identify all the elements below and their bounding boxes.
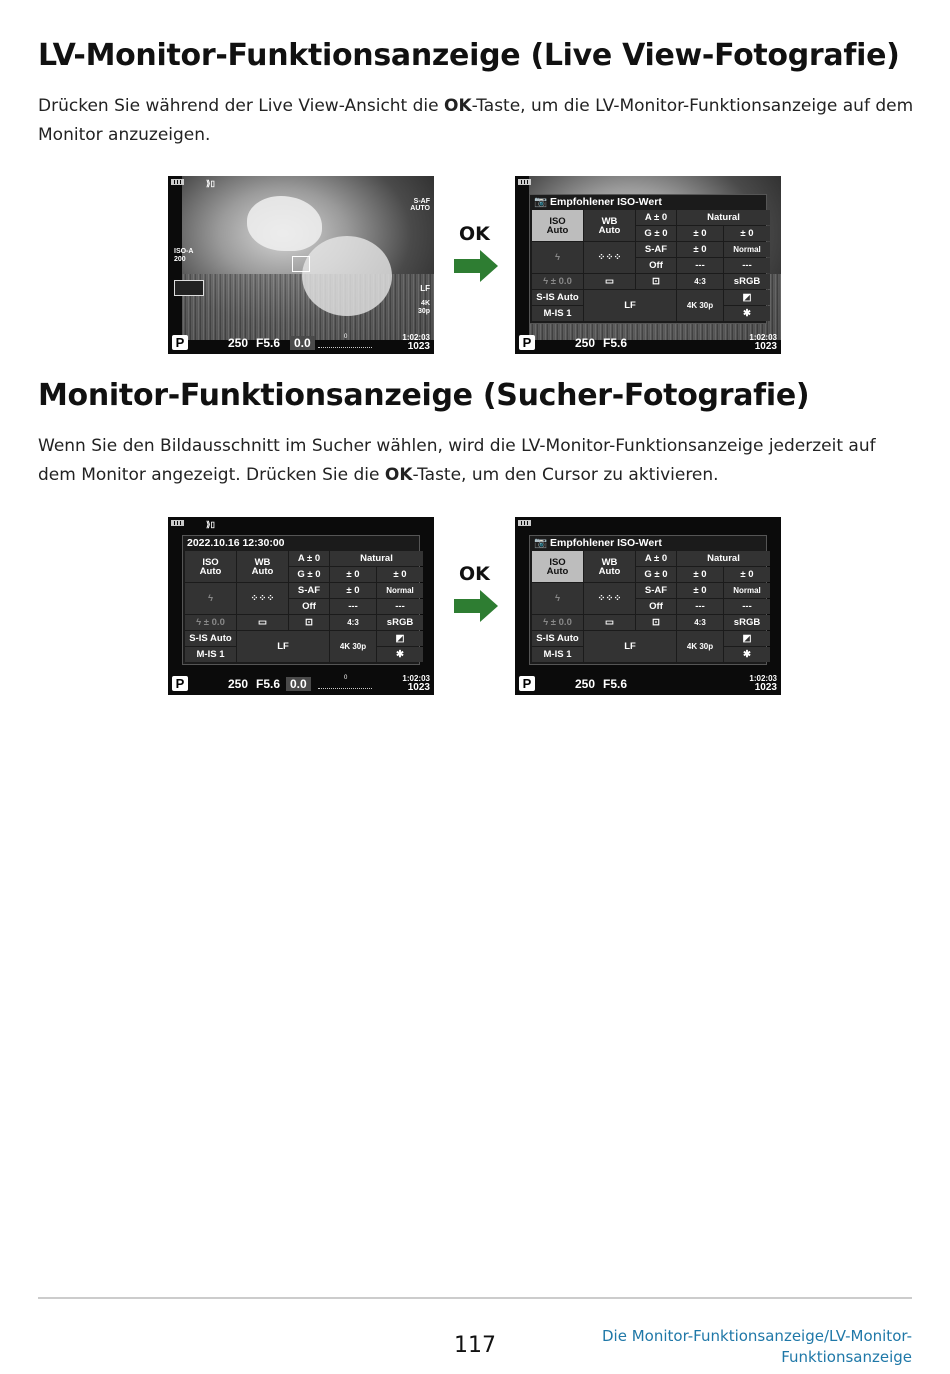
aspect-setting[interactable]: 4:3 (677, 274, 723, 289)
panel-grid (532, 551, 766, 662)
mis-setting[interactable]: M-IS 1 (185, 647, 236, 662)
counter: 1:02:03 1023 (402, 333, 430, 352)
mode-p-icon: P (172, 676, 188, 691)
panel-date: 2022.10.16 12:30:00 (187, 537, 285, 549)
battery-icon (171, 179, 184, 185)
quality-setting[interactable]: LF (584, 631, 676, 662)
video-label: 4K 30p (417, 300, 430, 315)
gradation-setting[interactable]: Normal (724, 583, 770, 598)
gear-icon[interactable]: ✱ (377, 647, 423, 662)
aperture-value: F5.6 (603, 677, 628, 691)
iso-setting[interactable]: ISO Auto (532, 551, 583, 582)
flash-mode-setting[interactable]: ϟ (185, 583, 236, 614)
drive-mode-icon (174, 280, 204, 296)
wb-setting[interactable]: WB Auto (237, 551, 288, 582)
video-setting[interactable]: 4K 30p (330, 631, 376, 662)
wb-g-setting[interactable]: G ± 0 (636, 226, 676, 241)
section2-title: Monitor-Funktionsanzeige (Sucher-Fotografie) (38, 378, 810, 413)
counter: 1:02:03 1023 (402, 674, 430, 693)
color-space-setting[interactable]: sRGB (377, 615, 423, 630)
picture-mode-setting[interactable]: Natural (677, 210, 770, 225)
page-number: 117 (454, 1333, 496, 1358)
ev-value: 0.0 (286, 677, 311, 691)
battery-icon (518, 520, 531, 526)
picture-mode-setting[interactable]: Natural (330, 551, 423, 566)
dash-2: --- (377, 599, 423, 614)
flash-comp-setting[interactable]: ϟ ± 0.0 (532, 615, 583, 630)
sharpness-setting[interactable]: ± 0 (677, 567, 723, 582)
section1-text-pre: Drücken Sie während der Live View-Ansicht die (38, 96, 445, 116)
metering-setting[interactable]: ⊡ (636, 615, 676, 630)
shutter-value: 250 (575, 677, 596, 691)
sharpness-setting[interactable]: ± 0 (677, 226, 723, 241)
gradation-setting[interactable]: Normal (377, 583, 423, 598)
wb-g-setting[interactable]: G ± 0 (636, 567, 676, 582)
flash-comp-setting[interactable]: ϟ ± 0.0 (532, 274, 583, 289)
saturation-setting[interactable]: ± 0 (677, 242, 723, 257)
aperture-value: F5.6 (603, 336, 628, 350)
exposure-scale: 0 (318, 342, 372, 348)
metering-setting[interactable]: ⊡ (636, 274, 676, 289)
wb-setting[interactable]: WB Auto (584, 551, 635, 582)
af-mode-setting[interactable]: S-AF (289, 583, 329, 598)
super-control-panel (182, 535, 420, 665)
face-priority-setting[interactable]: Off (636, 258, 676, 273)
af-target-setting[interactable]: ⁘⁘⁘ (584, 583, 635, 614)
contrast-setting[interactable]: ± 0 (724, 226, 770, 241)
wb-a-setting[interactable]: A ± 0 (636, 210, 676, 225)
screen-viewfinder-cursor (515, 517, 781, 695)
sis-setting[interactable]: S-IS Auto (532, 290, 583, 305)
af-mode-setting[interactable]: S-AF (636, 242, 676, 257)
quality-setting[interactable]: LF (237, 631, 329, 662)
gear-icon[interactable]: ✱ (724, 306, 770, 321)
screen-viewfinder-panel (168, 517, 434, 695)
battery-icon (171, 520, 184, 526)
arrow-right-icon (454, 590, 498, 622)
arrow-right-icon (454, 250, 498, 282)
quality-setting[interactable]: LF (584, 290, 676, 321)
gear-icon[interactable]: ✱ (724, 647, 770, 662)
mode-p-icon: P (172, 335, 188, 350)
mode-p-icon: P (519, 676, 535, 691)
section1-text-post: -Taste, um die LV-Monitor-Funktionsanzeige auf dem Monitor anzuzeigen. (38, 96, 914, 145)
flash-ctrl-setting[interactable]: ◩ (724, 631, 770, 646)
drive-setting[interactable]: ▭ (584, 615, 635, 630)
dash-2: --- (724, 599, 770, 614)
ok-label-1: OK (459, 223, 490, 245)
super-control-panel (529, 535, 767, 665)
aspect-setting[interactable]: 4:3 (677, 615, 723, 630)
face-priority-setting[interactable]: Off (636, 599, 676, 614)
flash-mode-setting[interactable]: ϟ (532, 242, 583, 273)
mis-setting[interactable]: M-IS 1 (532, 306, 583, 321)
panel-grid (532, 210, 766, 321)
shutter-value: 250 (228, 336, 249, 350)
mis-setting[interactable]: M-IS 1 (532, 647, 583, 662)
face-priority-setting[interactable]: Off (289, 599, 329, 614)
contrast-setting[interactable]: ± 0 (377, 567, 423, 582)
counter: 1:02:03 1023 (749, 333, 777, 352)
af-target-setting[interactable]: ⁘⁘⁘ (237, 583, 288, 614)
sharpness-setting[interactable]: ± 0 (330, 567, 376, 582)
mode-p-icon: P (519, 335, 535, 350)
flash-mode-setting[interactable]: ϟ (532, 583, 583, 614)
section2-paragraph (38, 432, 918, 490)
wb-g-setting[interactable]: G ± 0 (289, 567, 329, 582)
drive-setting[interactable]: ▭ (584, 274, 635, 289)
sis-setting[interactable]: S-IS Auto (185, 631, 236, 646)
shutter-value: 250 (575, 336, 596, 350)
wb-a-setting[interactable]: A ± 0 (636, 551, 676, 566)
video-setting[interactable]: 4K 30p (677, 631, 723, 662)
shutter-value: 250 (228, 677, 249, 691)
saturation-setting[interactable]: ± 0 (330, 583, 376, 598)
screen-lv-panel (515, 176, 781, 354)
ev-value: 0.0 (290, 336, 315, 350)
color-space-setting[interactable]: sRGB (724, 615, 770, 630)
ok-label-2: OK (459, 563, 490, 585)
section1-paragraph (38, 92, 918, 150)
footer-line-1: Die Monitor-Funktionsanzeige/LV-Monitor- (602, 1327, 912, 1345)
flash-ctrl-setting[interactable]: ◩ (377, 631, 423, 646)
sis-setting[interactable]: S-IS Auto (532, 631, 583, 646)
metering-setting[interactable]: ⊡ (289, 615, 329, 630)
screen-live-view (168, 176, 434, 354)
section2-ok-bold: OK (384, 465, 413, 485)
wifi-icon: ⟫▯ (206, 179, 215, 188)
battery-icon (518, 179, 531, 185)
super-control-panel (529, 194, 767, 324)
gradation-setting[interactable]: Normal (724, 242, 770, 257)
panel-grid (185, 551, 419, 662)
footer-divider (38, 1297, 912, 1299)
footer-line-2: Funktionsanzeige (781, 1348, 912, 1366)
af-target-setting[interactable]: ⁘⁘⁘ (584, 242, 635, 273)
aperture-value: F5.6 (256, 677, 281, 691)
saturation-setting[interactable]: ± 0 (677, 583, 723, 598)
aspect-setting[interactable]: 4:3 (330, 615, 376, 630)
color-space-setting[interactable]: sRGB (724, 274, 770, 289)
flash-comp-setting[interactable]: ϟ ± 0.0 (185, 615, 236, 630)
iso-value: ISO-A 200 (174, 248, 194, 263)
panel-title: 📷 Empfohlener ISO-Wert (534, 196, 662, 208)
footer-link[interactable] (602, 1326, 912, 1368)
quality-label: LF (420, 284, 430, 293)
drive-setting[interactable]: ▭ (237, 615, 288, 630)
video-setting[interactable]: 4K 30p (677, 290, 723, 321)
section1-title: LV-Monitor-Funktionsanzeige (Live View-Fotografie) (38, 38, 900, 73)
flash-ctrl-setting[interactable]: ◩ (724, 290, 770, 305)
dash-1: --- (677, 258, 723, 273)
panel-title: 📷 Empfohlener ISO-Wert (534, 537, 662, 549)
section2-text-pre: Wenn Sie den Bildausschnitt im Sucher wählen, wird die LV-Monitor-Funktionsanzeige jederzeit auf dem Monitor angezeigt. Drücken Sie die (38, 436, 876, 485)
section1-ok-bold: OK (444, 96, 472, 116)
contrast-setting[interactable]: ± 0 (724, 567, 770, 582)
counter: 1:02:03 1023 (749, 674, 777, 693)
dash-2: --- (724, 258, 770, 273)
iso-setting[interactable]: ISO Auto (532, 210, 583, 241)
wb-setting[interactable]: WB Auto (584, 210, 635, 241)
af-mode: S-AF AUTO (410, 198, 430, 212)
dash-1: --- (677, 599, 723, 614)
aperture-value: F5.6 (256, 336, 281, 350)
wifi-icon: ⟫▯ (206, 520, 215, 529)
af-target-icon (292, 256, 310, 272)
section2-text-post: -Taste, um den Cursor zu aktivieren. (412, 465, 719, 485)
iso-setting[interactable]: ISO Auto (185, 551, 236, 582)
af-mode-setting[interactable]: S-AF (636, 583, 676, 598)
wb-a-setting[interactable]: A ± 0 (289, 551, 329, 566)
picture-mode-setting[interactable]: Natural (677, 551, 770, 566)
dash-1: --- (330, 599, 376, 614)
exposure-scale: 0 (318, 683, 372, 689)
